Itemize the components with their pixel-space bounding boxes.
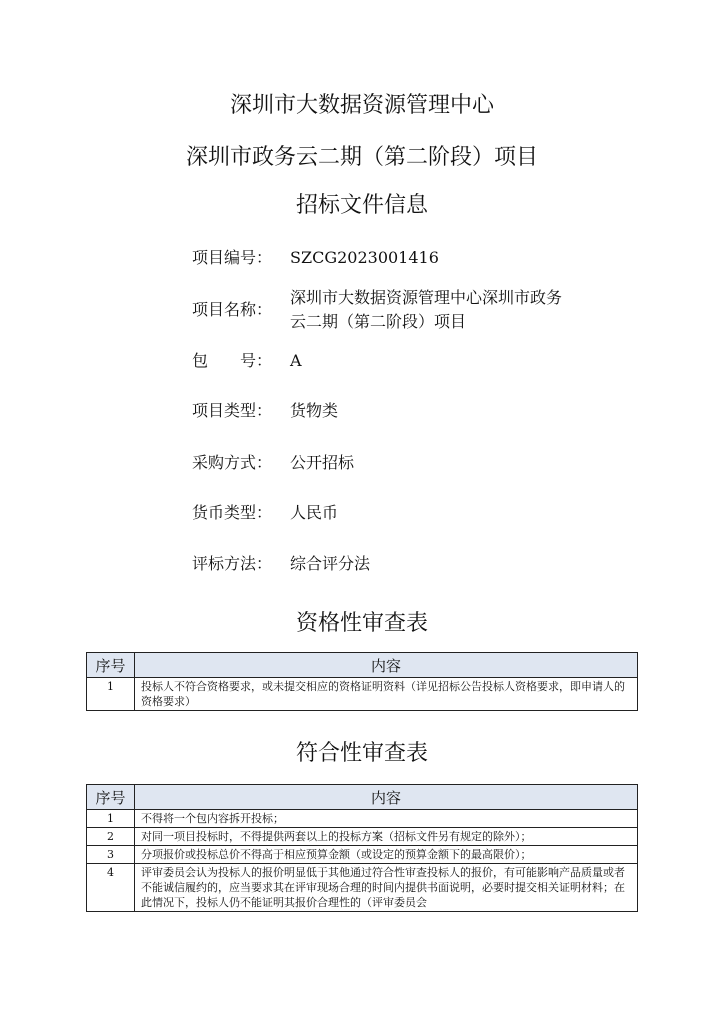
row-content: 评审委员会认为投标人的报价明显低于其他通过符合性审查投标人的报价，有可能影响产品质量或者不能诚信履约的，应当要求其在评审现场合理的时间内提供书面说明，必要时提交相关证明材料；在此情况下，投标人仍不能证明其报价合理性的（评审委员会 (135, 864, 638, 912)
project-name-value: 深圳市大数据资源管理中心深圳市政务云二期（第二阶段）项目 (290, 288, 563, 331)
currency-value: 人民币 (290, 503, 339, 522)
evaluation-method-label: 评标方法： (192, 554, 273, 573)
table-row (87, 864, 638, 912)
table-row (87, 678, 638, 711)
project-type-label: 项目类型： (192, 401, 273, 420)
procurement-method-value: 公开招标 (290, 453, 355, 472)
org-title: 深圳市大数据资源管理中心 (229, 93, 494, 118)
row-number: 1 (87, 810, 135, 828)
document-title: 招标文件信息 (295, 193, 428, 218)
table-row (87, 810, 638, 828)
row-content: 对同一项目投标时，不得提供两套以上的投标方案（招标文件另有规定的除外）； (135, 828, 638, 846)
row-number: 3 (87, 846, 135, 864)
project-number-value: SZCG2023001416 (290, 248, 439, 267)
table-row (87, 828, 638, 846)
project-name-label: 项目名称： (192, 300, 273, 319)
evaluation-method-value: 综合评分法 (290, 554, 371, 573)
table-row (87, 846, 638, 864)
row-content: 不得将一个包内容拆开投标； (135, 810, 638, 828)
project-title: 深圳市政务云二期（第二阶段）项目 (185, 145, 538, 170)
qualification-table-title: 资格性审查表 (295, 611, 428, 636)
row-content: 分项报价或投标总价不得高于相应预算金额（或设定的预算金额下的最高限价）； (135, 846, 638, 864)
row-number: 4 (87, 864, 135, 912)
project-number-label: 项目编号： (192, 248, 273, 267)
row-number: 1 (87, 678, 135, 711)
header-number: 序号 (87, 653, 135, 678)
compliance-table (86, 784, 638, 912)
row-number: 2 (87, 828, 135, 846)
row-content: 投标人不符合资格要求，或未提交相应的资格证明资料（详见招标公告投标人资格要求，即申请人的资格要求） (135, 678, 638, 711)
procurement-method-label: 采购方式： (192, 453, 273, 472)
header-content: 内容 (135, 653, 638, 678)
project-type-value: 货物类 (290, 401, 339, 420)
package-label: 包 号： (192, 351, 273, 370)
compliance-table-title: 符合性审查表 (295, 741, 428, 766)
table-header-row (87, 653, 638, 678)
table-header-row (87, 785, 638, 810)
header-number: 序号 (87, 785, 135, 810)
qualification-table (86, 652, 638, 711)
currency-label: 货币类型： (192, 503, 273, 522)
header-content: 内容 (135, 785, 638, 810)
package-value: A (290, 351, 302, 370)
